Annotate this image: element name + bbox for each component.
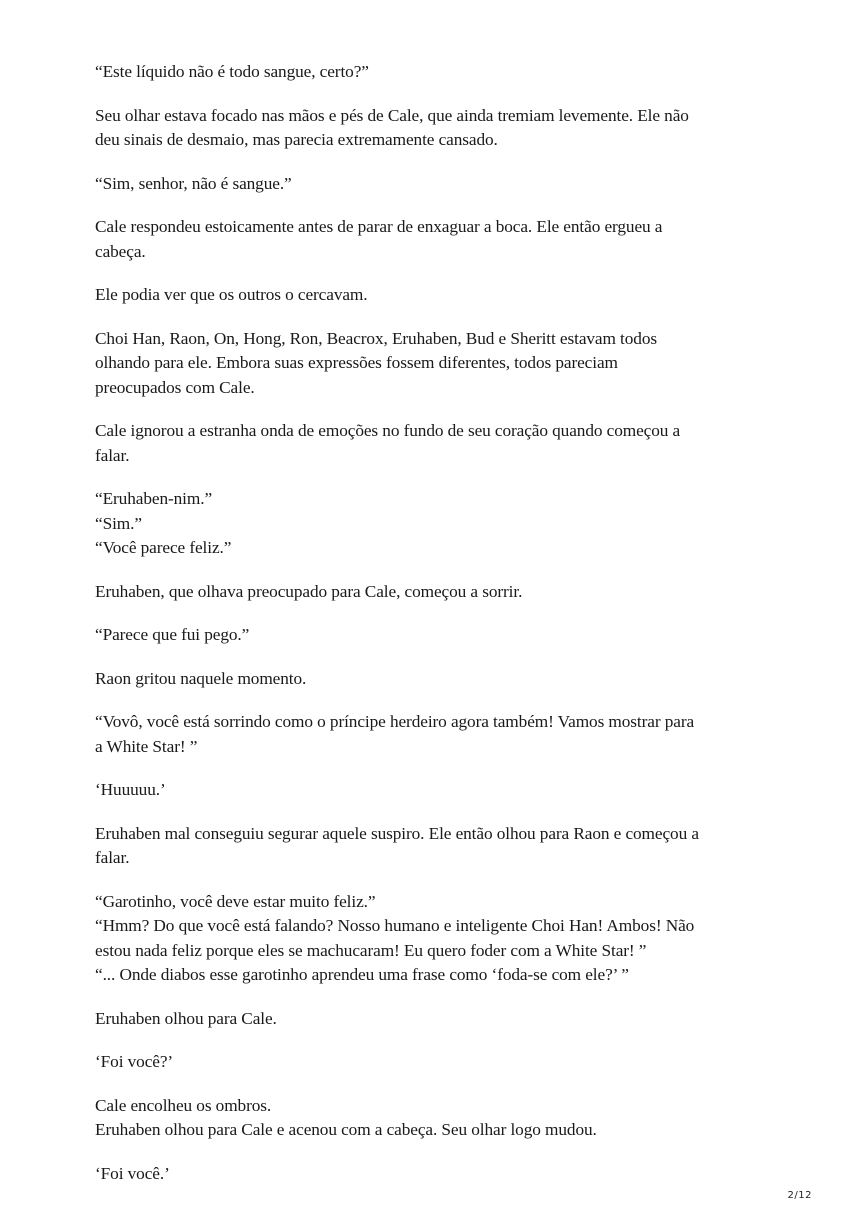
text-line: “Hmm? Do que você está falando? Nosso humano e inteligente Choi Han! Ambos! Não bbox=[95, 916, 695, 935]
paragraph bbox=[95, 172, 795, 197]
text-line: “Eruhaben-nim.” bbox=[95, 489, 213, 508]
paragraph bbox=[95, 1007, 795, 1032]
paragraph bbox=[95, 215, 795, 264]
text-line: preocupados com Cale. bbox=[95, 377, 255, 397]
text-line: Eruhaben mal conseguiu segurar aquele suspiro. Ele então olhou para Raon e começou a bbox=[95, 823, 699, 843]
text-line: falar. bbox=[95, 848, 130, 867]
text-line: ‘Foi você?’ bbox=[95, 1052, 174, 1071]
text-line: “Garotinho, você deve estar muito feliz.” bbox=[95, 891, 376, 911]
text-line: estou nada feliz porque eles se machucaram! Eu quero foder com a White Star! ” bbox=[95, 940, 647, 960]
text-line: Seu olhar estava focado nas mãos e pés de Cale, que ainda tremiam levemente. Ele não bbox=[95, 105, 689, 125]
paragraph bbox=[95, 710, 795, 759]
text-line: Eruhaben, que olhava preocupado para Cale, começou a sorrir. bbox=[95, 581, 523, 601]
text-line: “Este líquido não é todo sangue, certo?” bbox=[95, 62, 369, 81]
paragraph bbox=[95, 283, 795, 308]
text-line: cabeça. bbox=[95, 241, 146, 261]
paragraph bbox=[95, 822, 795, 871]
text-line: Choi Han, Raon, On, Hong, Ron, Beacrox, Eruhaben, Bud e Sheritt estavam todos bbox=[95, 328, 658, 348]
text-line: Eruhaben olhou para Cale e acenou com a cabeça. Seu olhar logo mudou. bbox=[95, 1120, 597, 1139]
text-line: “Você parece feliz.” bbox=[95, 538, 232, 557]
paragraph bbox=[95, 778, 795, 803]
paragraph bbox=[95, 60, 795, 85]
text-line: deu sinais de desmaio, mas parecia extremamente cansado. bbox=[95, 130, 498, 149]
paragraph bbox=[95, 1050, 795, 1075]
paragraph bbox=[95, 890, 795, 988]
paragraph bbox=[95, 327, 795, 401]
text-line: Cale ignorou a estranha onda de emoções no fundo de seu coração quando começou a bbox=[95, 421, 681, 440]
text-line: “Parece que fui pego.” bbox=[95, 625, 250, 644]
text-line: “Sim, senhor, não é sangue.” bbox=[95, 173, 292, 193]
text-line: “Sim.” bbox=[95, 513, 142, 533]
text-line: a White Star! ” bbox=[95, 736, 198, 756]
text-line: olhando para ele. Embora suas expressões fossem diferentes, todos pareciam bbox=[95, 353, 618, 372]
text-line: Eruhaben olhou para Cale. bbox=[95, 1008, 277, 1028]
text-line: Ele podia ver que os outros o cercavam. bbox=[95, 285, 368, 304]
text-line: “Vovô, você está sorrindo como o príncipe herdeiro agora também! Vamos mostrar para bbox=[95, 712, 695, 731]
document-body bbox=[95, 60, 795, 1205]
text-line: Raon gritou naquele momento. bbox=[95, 668, 307, 688]
text-line: ‘Huuuuu.’ bbox=[95, 780, 166, 799]
page-number: 2/12 bbox=[787, 1190, 812, 1201]
text-line: Cale encolheu os ombros. bbox=[95, 1095, 272, 1115]
paragraph bbox=[95, 104, 795, 153]
paragraph bbox=[95, 623, 795, 648]
paragraph bbox=[95, 419, 795, 468]
text-line: Cale respondeu estoicamente antes de parar de enxaguar a boca. Ele então ergueu a bbox=[95, 217, 663, 236]
paragraph bbox=[95, 487, 795, 561]
text-line: ‘Foi você.’ bbox=[95, 1163, 170, 1183]
text-line: “... Onde diabos esse garotinho aprendeu uma frase como ‘foda-se com ele?’ ” bbox=[95, 965, 629, 984]
text-line: falar. bbox=[95, 445, 130, 465]
paragraph bbox=[95, 1162, 795, 1187]
paragraph bbox=[95, 667, 795, 692]
paragraph bbox=[95, 580, 795, 605]
paragraph bbox=[95, 1094, 795, 1143]
